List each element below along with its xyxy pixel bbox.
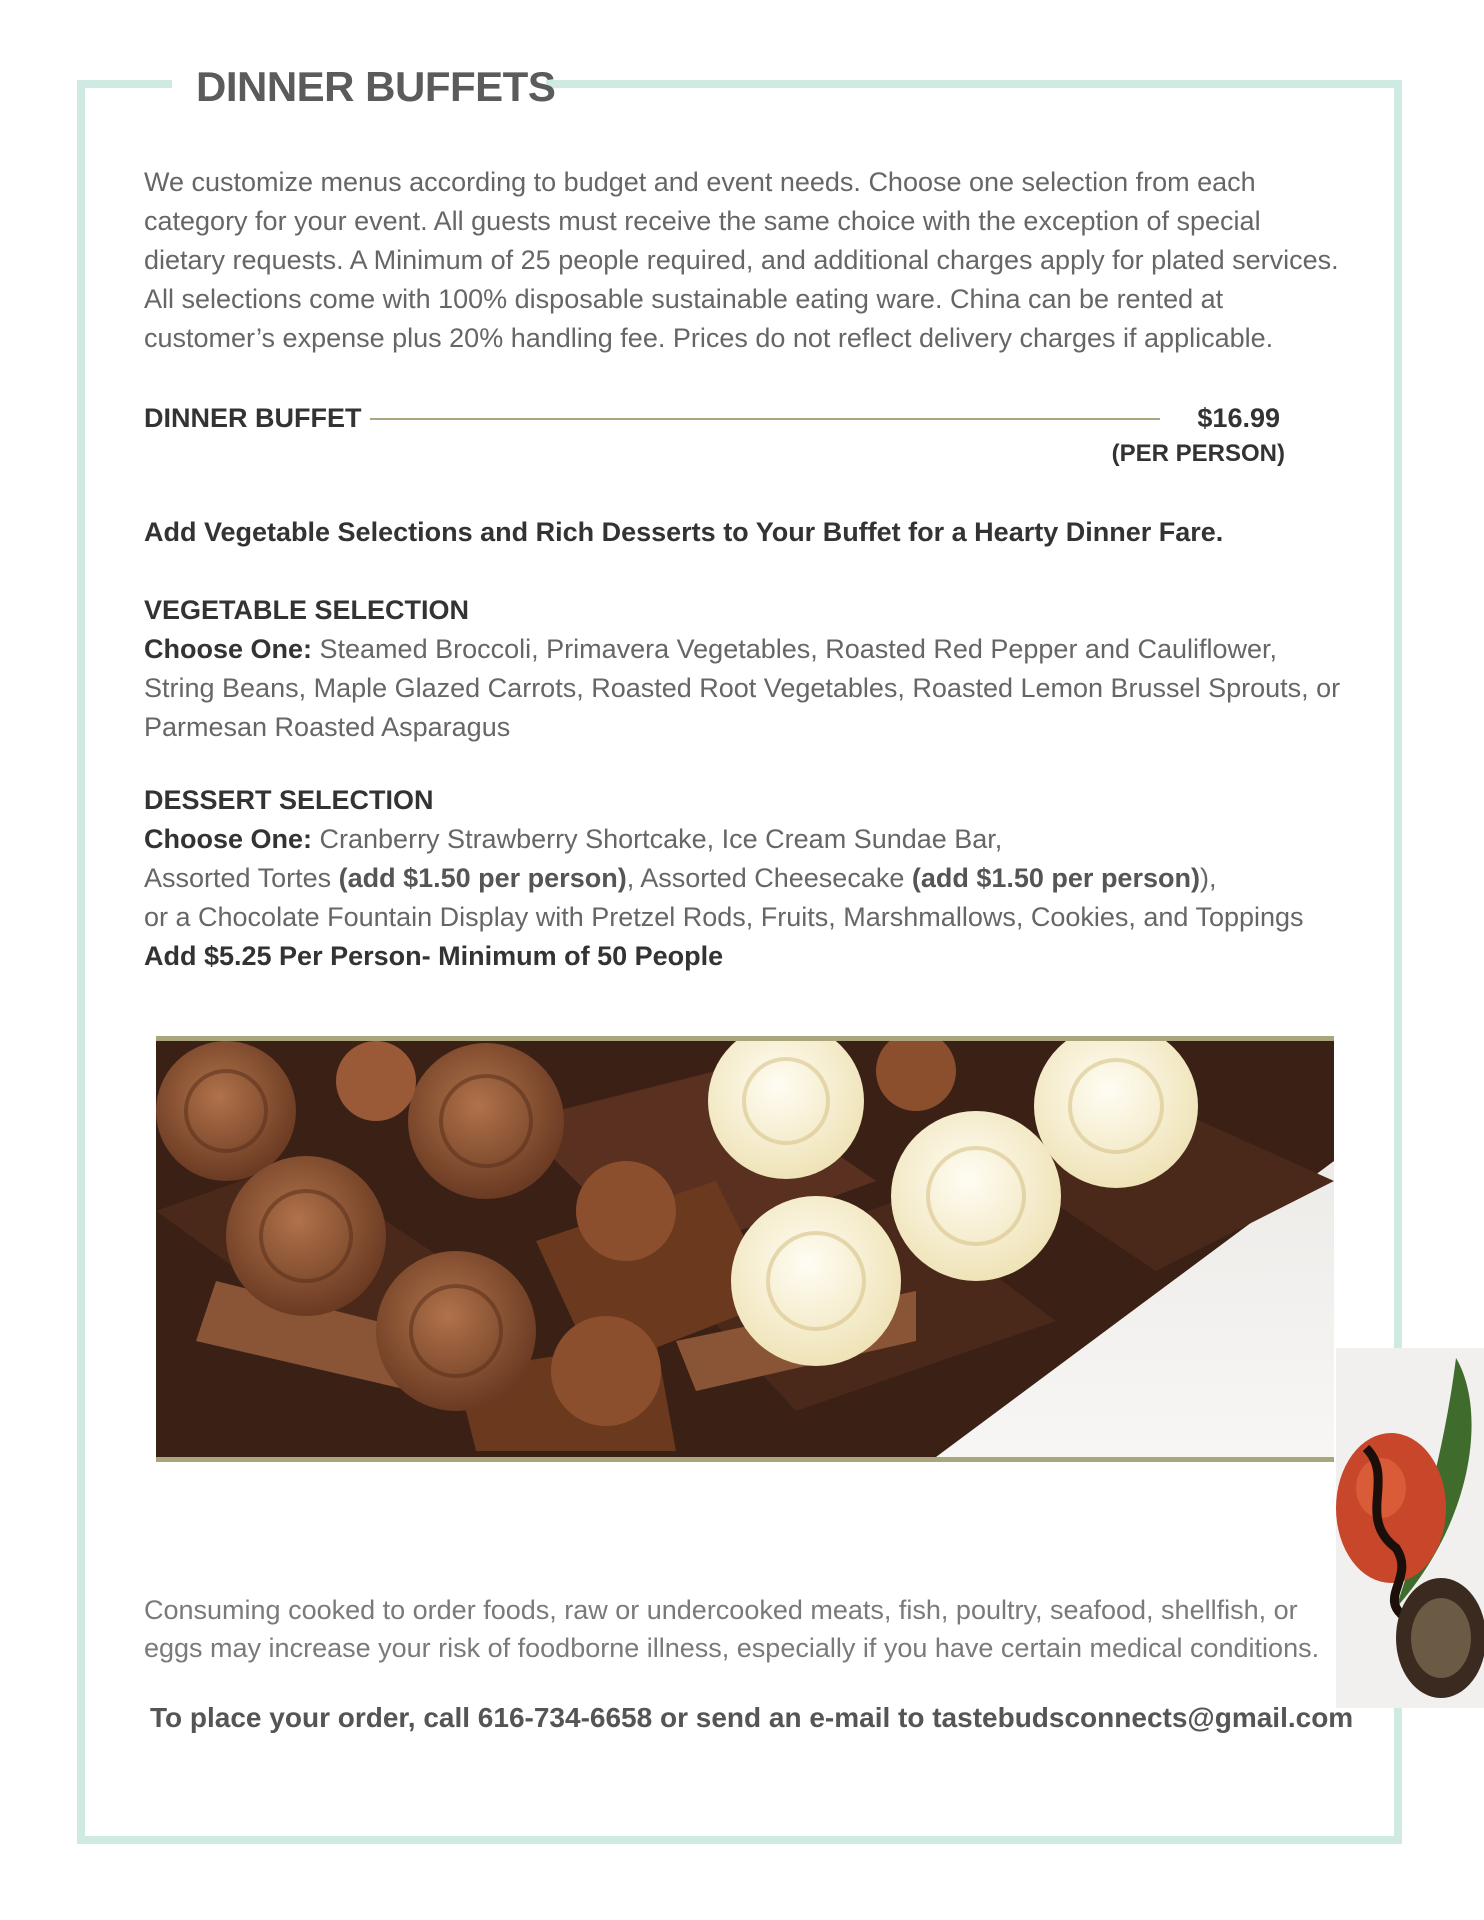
dessert-items-line-1: Cranberry Strawberry Shortcake, Ice Cream Sundae Bar, (312, 824, 1003, 854)
buffet-price: $16.99 (1197, 403, 1280, 433)
intro-paragraph: We customize menus according to budget and event needs. Choose one selection from each category for your event. All guests must receive the same choice with the exception of special dietary requests. A Minimum of 25 people required, and additional charges apply for plated services. All selections come with 100% disposable sustainable eating ware. China can be rented at customer’s expense plus 20% handling fee. Prices do not reflect delivery charges if applicable. (144, 167, 1339, 353)
dessert-heading: DESSERT SELECTION (144, 785, 434, 815)
dessert-line-2 (144, 859, 1344, 898)
vegetable-section (144, 591, 1344, 747)
food-safety-notice: Consuming cooked to order foods, raw or undercooked meats, fish, poultry, seafood, shellfish, or eggs may increase your risk of foodborne illness, especially if you have certain medical conditions. (144, 1595, 1320, 1663)
contact-line: To place your order, call 616-734-6658 or send an e-mail to tastebudsconnects@gmail.com (150, 1702, 1354, 1733)
dessert-section (144, 781, 1344, 976)
cheesecake-price: (add $1.50 per person) (911, 863, 1200, 893)
vegetable-choices (144, 630, 1344, 747)
dessert-tortes: Assorted Tortes (144, 863, 339, 893)
dessert-line-1 (144, 820, 1344, 859)
addon-heading: Add Vegetable Selections and Rich Desserts to Your Buffet for a Hearty Dinner Fare. (144, 517, 1224, 547)
vegetable-items: Steamed Broccoli, Primavera Vegetables, Roasted Red Pepper and Cauliflower, String Beans, Maple Glazed Carrots, Roasted Root Vegetables, Roasted Lemon Brussel Sprouts, or Parmesan Roasted Asparagus (144, 634, 1341, 742)
dessert-fountain: or a Chocolate Fountain Display with Pretzel Rods, Fruits, Marshmallows, Cookies, and Toppings (144, 902, 1304, 932)
dessert-line-2-close: ), (1199, 863, 1217, 893)
price-leader-rule (370, 418, 1160, 420)
dessert-choose-label: Choose One: (144, 824, 313, 854)
dessert-photo (156, 1036, 1334, 1462)
vegetable-heading: VEGETABLE SELECTION (144, 595, 470, 625)
vegetable-choose-label: Choose One: (144, 634, 313, 664)
dessert-cheesecake: , Assorted Cheesecake (626, 863, 912, 893)
tortes-price: (add $1.50 per person) (338, 863, 627, 893)
buffet-name: DINNER BUFFET (144, 403, 362, 433)
page-title: DINNER BUFFETS (196, 63, 556, 110)
dessert-fountain-note: Add $5.25 Per Person- Minimum of 50 People (144, 941, 724, 971)
buffet-price-unit: (PER PERSON) (1111, 440, 1285, 467)
side-photo (1336, 1348, 1484, 1708)
